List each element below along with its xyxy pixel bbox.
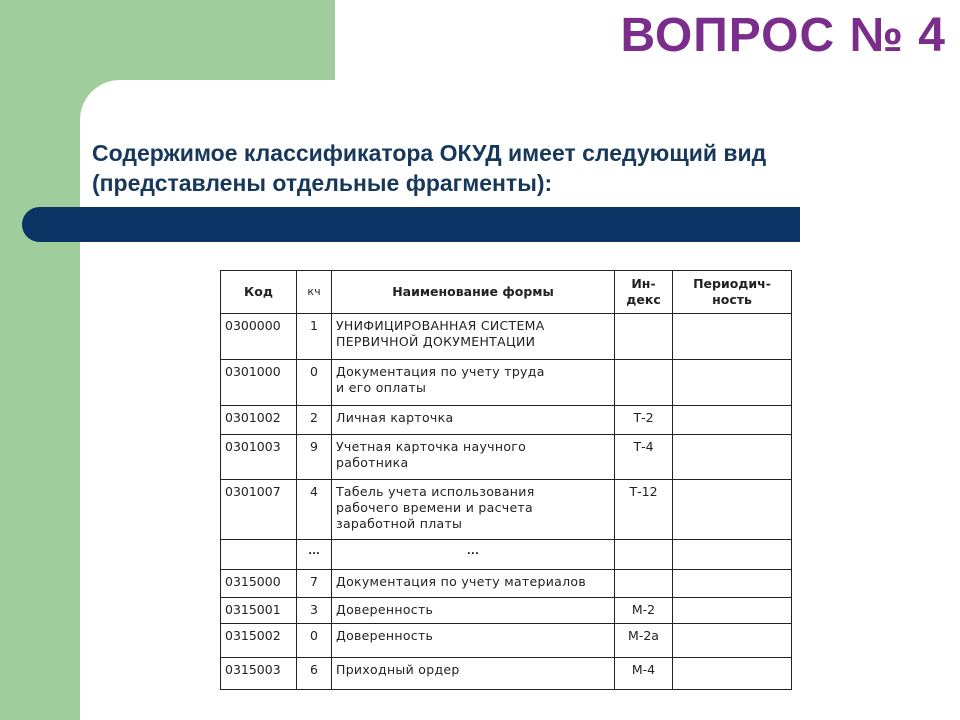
subtitle-line-1: Содержимое классификатора ОКУД имеет следующий вид <box>92 140 767 166</box>
table-row <box>221 598 792 624</box>
cell-name <box>332 435 615 480</box>
cell-kch: 2 <box>297 406 332 435</box>
table-row <box>221 360 792 406</box>
table-row <box>221 480 792 540</box>
cell-kch: 6 <box>297 658 332 690</box>
okud-table-container <box>220 270 792 690</box>
cell-index <box>615 314 673 360</box>
table-row <box>221 435 792 480</box>
header-code: Код <box>221 271 297 314</box>
cell-kch: 0 <box>297 360 332 406</box>
table-row <box>221 570 792 598</box>
table-row <box>221 406 792 435</box>
cell-period <box>673 540 792 570</box>
cell-kch: 9 <box>297 435 332 480</box>
cell-kch: 3 <box>297 598 332 624</box>
cell-code: 0315002 <box>221 624 297 658</box>
table-row <box>221 624 792 658</box>
table-row <box>221 658 792 690</box>
header-period-line-1: Периодич- <box>693 276 771 291</box>
cell-index: Т-4 <box>615 435 673 480</box>
header-index-line-1: Ин- <box>631 276 656 291</box>
cell-kch: 0 <box>297 624 332 658</box>
cell-name <box>332 360 615 406</box>
cell-code: 0301003 <box>221 435 297 480</box>
cell-name-line: Табель учета использования <box>336 484 535 499</box>
cell-name-line: УНИФИЦИРОВАННАЯ СИСТЕМА <box>336 318 545 333</box>
cell-period <box>673 435 792 480</box>
cell-index <box>615 570 673 598</box>
header-name: Наименование формы <box>332 271 615 314</box>
cell-period <box>673 624 792 658</box>
cell-period <box>673 480 792 540</box>
cell-kch: ... <box>297 540 332 570</box>
subtitle-line-2: (представлены отдельные фрагменты): <box>92 170 553 196</box>
cell-name-line: Приходный ордер <box>336 662 460 677</box>
cell-index <box>615 360 673 406</box>
cell-name-line: Документация по учету труда <box>336 364 545 379</box>
cell-name-line: рабочего времени и расчета <box>336 500 533 515</box>
slide-title: ВОПРОС № 4 <box>620 9 946 62</box>
cell-name <box>332 480 615 540</box>
cell-period <box>673 314 792 360</box>
cell-period <box>673 598 792 624</box>
cell-code: 0301007 <box>221 480 297 540</box>
cell-code <box>221 540 297 570</box>
cell-code: 0300000 <box>221 314 297 360</box>
cell-name <box>332 598 615 624</box>
header-index-line-2: декс <box>626 292 661 307</box>
cell-code: 0315003 <box>221 658 297 690</box>
cell-name <box>332 406 615 435</box>
table-row <box>221 540 792 570</box>
cell-name-line: работника <box>336 455 409 470</box>
slide-subtitle <box>92 138 892 198</box>
header-kch: кч <box>297 271 332 314</box>
cell-index <box>615 540 673 570</box>
table-header-row <box>221 271 792 314</box>
header-index <box>615 271 673 314</box>
cell-name <box>332 314 615 360</box>
cell-kch: 1 <box>297 314 332 360</box>
cell-name-line: Доверенность <box>336 628 434 643</box>
cell-index: Т-2 <box>615 406 673 435</box>
cell-name-line: Учетная карточка научного <box>336 439 527 454</box>
cell-name <box>332 540 615 570</box>
cell-index: М-2а <box>615 624 673 658</box>
cell-index: Т-12 <box>615 480 673 540</box>
cell-name-line: и его оплаты <box>336 380 427 395</box>
cell-name-line: ПЕРВИЧНОЙ ДОКУМЕНТАЦИИ <box>336 334 536 349</box>
cell-name-line: заработной платы <box>336 516 463 531</box>
cell-name <box>332 624 615 658</box>
cell-code: 0301002 <box>221 406 297 435</box>
cell-name-line: Документация по учету материалов <box>336 574 587 589</box>
cell-code: 0315000 <box>221 570 297 598</box>
okud-table <box>220 270 792 690</box>
cell-code: 0315001 <box>221 598 297 624</box>
cell-period <box>673 406 792 435</box>
cell-kch: 4 <box>297 480 332 540</box>
cell-name-line: Личная карточка <box>336 410 454 425</box>
cell-period <box>673 360 792 406</box>
navy-divider-bar <box>22 207 800 242</box>
table-row <box>221 314 792 360</box>
header-period-line-2: ность <box>712 292 752 307</box>
cell-index: М-2 <box>615 598 673 624</box>
cell-period <box>673 570 792 598</box>
cell-kch: 7 <box>297 570 332 598</box>
cell-name <box>332 570 615 598</box>
cell-name <box>332 658 615 690</box>
cell-period <box>673 658 792 690</box>
cell-index: М-4 <box>615 658 673 690</box>
cell-code: 0301000 <box>221 360 297 406</box>
cell-name-line: ... <box>466 546 480 557</box>
header-period <box>673 271 792 314</box>
cell-name-line: Доверенность <box>336 602 434 617</box>
